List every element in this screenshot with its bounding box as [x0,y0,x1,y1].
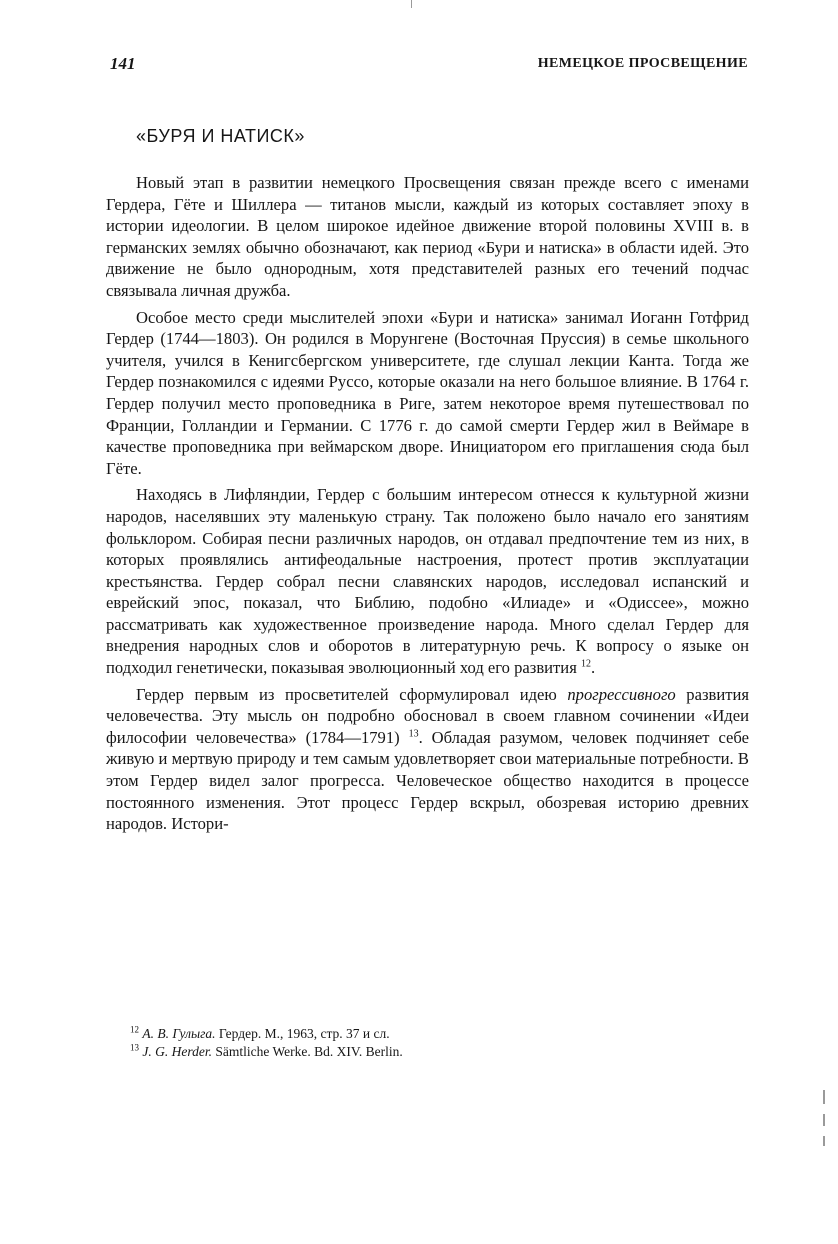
footnote-12 [106,1025,749,1043]
scan-margin-mark [823,1114,825,1126]
body-text [106,172,749,840]
paragraph-4-text-b: развития человечества. Эту мысль он подробно обосновал в своем главном сочинении «Идеи философии человечества» (1784—1791) [106,684,749,747]
section-title: «БУРЯ И НАТИСК» [136,126,305,146]
paragraph-3-text: Находясь в Лифляндии, Гердер с большим интересом отнесся к культурной жизни народов, населявших эту маленькую страну. Так положено было начало его занятиям фольклором. Собирая песни различных народов, он отдавал предпочтение тем из них, в которых проявлялись антифеодальные настроения, протест против эксплуатации крестьянства. Гердер собрал песни славянских народов, исследовал испанский и еврейский эпос, показал, что Библию, подобно «Илиаде» и «Одиссее», можно рассматривать как художественное произведение народа. Много сделал Гердер для внедрения народных слов и оборотов в литературную речь. К вопросу о языке он подходил генетически, показывая эволюционный ход его развития [106,485,749,678]
footnote-number: 12 [130,1024,139,1035]
scan-margin-mark [823,1090,825,1104]
scan-margin-mark [823,1136,825,1146]
paragraph-1: Новый этап в развитии немецкого Просвещения связан прежде всего с именами Гердера, Гёте и Шиллера — титанов мысли, каждый из которых составляет эпоху в истории идеологии. В целом широкое идейное движение второй половины XVIII в. в германских землях обычно обозначают, как период «Бури и натиска» в области идей. Это движение не было однородным, хотя представителей разных его течений подчас связывала личная дружба. [106,173,749,300]
footnote-ref-12: 12 [580,658,591,670]
page-header [110,54,748,76]
scan-margin-mark [411,0,412,8]
paragraph-3-end: . [590,658,596,678]
paragraph-2: Особое место среди мыслителей эпохи «Бури и натиска» занимал Иоганн Готфрид Гердер (1744—1803). Он родился в Морунгене (Восточная Пруссия) в семье школьного учителя, учился в Кенигсбергском университете, где слушал лекции Канта. Тогда же Гердер познакомился с идеями Руссо, которые оказали на него большое влияние. В 1764 г. Гердер получил место проповедника в Риге, затем некоторое время путешествовал по Франции, Голландии и Германии. С 1776 г. до самой смерти Гердер жил в Веймаре в качестве проповедника при веймарском дворе. Инициатором его приглашения сюда был Гёте. [106,307,749,478]
paragraph-4-text-c: . Обладая разумом, человек подчиняет себе живую и мертвую природу и тем самым удовлетворяет свои материальные потребности. В этом Гердер видел залог прогресса. Человеческое общество находится в процессе постоянного изменения. Этот процесс Гердер вскрыл, обозревая историю древних народов. Истори- [106,727,749,834]
paragraph-4 [106,684,749,835]
footnote-13 [106,1043,749,1061]
footnote-author: А. В. Гулыга. [142,1026,216,1041]
running-head: НЕМЕЦКОЕ ПРОСВЕЩЕНИЕ [537,56,748,71]
footnote-text: Sämtliche Werke. Bd. XIV. Berlin. [211,1044,403,1059]
footnote-number: 13 [130,1042,139,1053]
footnote-author: J. G. Herder. [142,1044,212,1059]
paragraph-3 [106,484,749,678]
footnote-text: Гердер. М., 1963, стр. 37 и сл. [215,1026,390,1041]
paragraph-4-text-a: Гердер первым из просветителей сформулировал идею [136,684,568,704]
paragraph-4-italic: прогрессивного [567,684,676,704]
footnote-ref-13: 13 [408,728,419,740]
footnotes [106,1025,749,1061]
page-number: 141 [110,54,136,73]
